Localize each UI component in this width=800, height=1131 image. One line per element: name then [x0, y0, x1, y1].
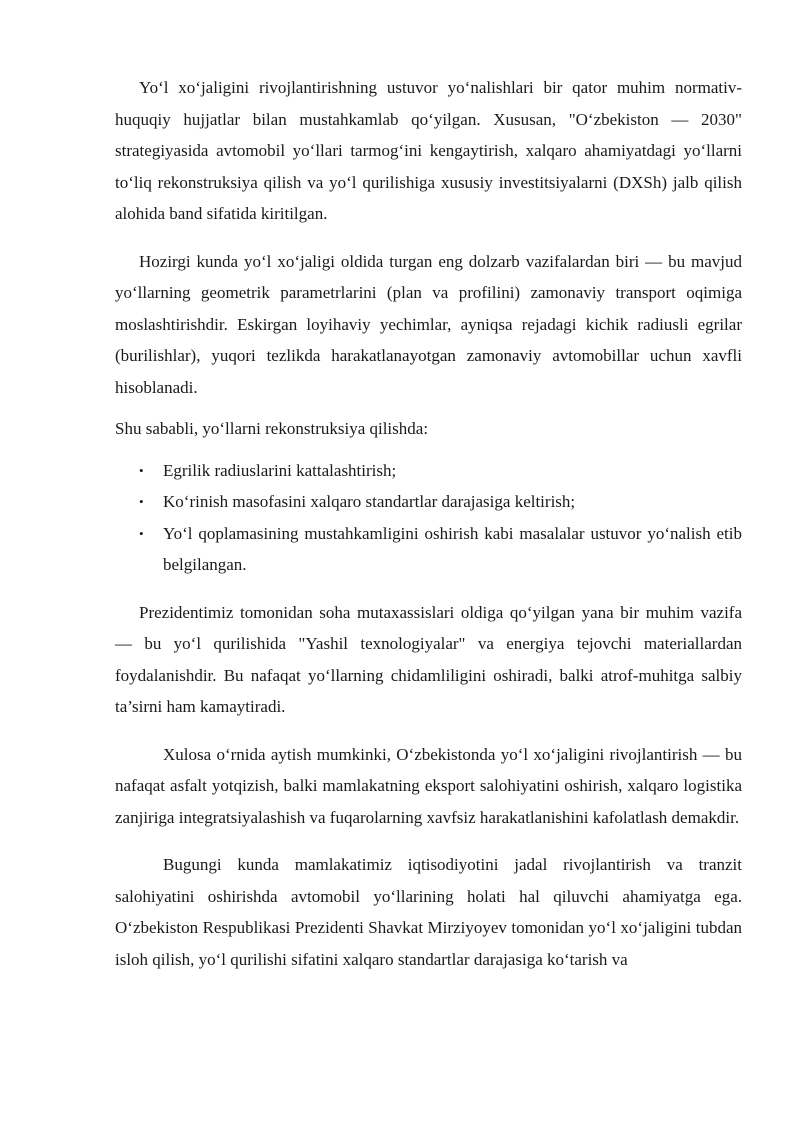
bullet-item	[115, 455, 742, 487]
bullet-marker: •	[139, 525, 144, 541]
paragraph-geometric-parameters: Hozirgi kunda yo‘l xo‘jaligi oldida turgan eng dolzarb vazifalardan biri — bu mavjud yo‘llarning geometrik parametrlarini (plan va profilini) zamonaviy transport oqimiga moslashtirishdir. Eskirgan loyihaviy yechimlar, ayniqsa rejadagi kichik radiusli egrilar (burilishlar), yuqori tezlikda harakatlanayotgan zamonaviy avtomobillar uchun xavfli hisoblanadi.	[115, 251, 742, 397]
bullet-marker: •	[139, 494, 144, 509]
paragraph-economy-transit: Bugungi kunda mamlakatimiz iqtisodiyotini jadal rivojlantirish va tranzit salohiyatini oshirishda avtomobil yo‘llarining holati hal qiluvchi ahamiyatga ega. O‘zbekiston Respublikasi Prezidenti Shavkat Mirziyoyev tomonidan yo‘l xo‘jaligini tubdan isloh qilish, yo‘l qurilishi sifatini xalqaro standartlar darajasiga ko‘tarish va	[115, 855, 742, 969]
paragraph-priority-directions: Yo‘l xo‘jaligini rivojlantirishning ustuvor yo‘nalishlari bir qator muhim normativ-huquqiy hujjatlar bilan mustahkamlab qo‘yilgan. Xususan, "O‘zbekiston — 2030" strategiyasida avtomobil yo‘llari tarmog‘ini kengaytirish, xalqaro ahamiyatdagi yo‘llarni to‘liq rekonstruksiya qilish va yo‘l qurilishiga xususiy investitsiyalarni (DXSh) jalb qilish alohida band sifatida kiritilgan.	[115, 78, 742, 223]
bullet-marker: •	[139, 462, 144, 478]
paragraph-green-technologies: Prezidentimiz tomonidan soha mutaxassislari oldiga qo‘yilgan yana bir muhim vazifa — bu yo‘l qurilishida "Yashil texnologiyalar" va energiya tejovchi materiallardan foydalanishdir. Bu nafaqat yo‘llarning chidamliligini oshiradi, balki atrof-muhitga salbiy ta’sirni ham kamaytiradi.	[115, 602, 742, 716]
bullet-item-text: Ko‘rinish masofasini xalqaro standartlar darajasiga keltirish;	[163, 492, 576, 511]
bullet-item	[115, 518, 742, 581]
document-page	[115, 72, 742, 975]
bullet-item-text: Egrilik radiuslarini kattalashtirish;	[163, 460, 397, 480]
paragraph-conclusion: Xulosa o‘rnida aytish mumkinki, O‘zbekistonda yo‘l xo‘jaligini rivojlantirish — bu nafaqat asfalt yotqizish, balki mamlakatning eksport salohiyatini oshirish, xalqaro logistika zanjiriga integratsiyalashish va fuqarolarning xavfsiz harakatlanishini kafolatlash demakdir.	[115, 744, 742, 827]
paragraph-reconstruction-intro: Shu sababli, yo‘llarni rekonstruksiya qilishda:	[115, 419, 429, 438]
bullet-item	[115, 486, 742, 518]
bullet-item-text: Yo‘l qoplamasining mustahkamligini oshirish kabi masalalar ustuvor yo‘nalish etib belgilangan.	[163, 523, 742, 574]
reconstruction-bullet-list	[115, 455, 742, 581]
